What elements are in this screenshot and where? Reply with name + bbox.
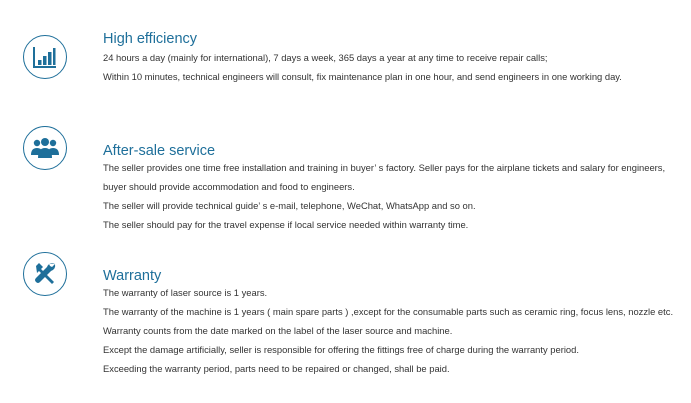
- body-line: The warranty of laser source is 1 years.: [103, 287, 268, 298]
- wrench-screwdriver-icon: [23, 252, 67, 296]
- body-line: The seller provides one time free installation and training in buyer’ s factory. Seller pays for the airplane tickets and salary for engineers, buyer should provide accommodation and food to engineers.: [103, 162, 666, 192]
- section-heading: Warranty: [103, 268, 162, 284]
- body-line: The seller should pay for the travel expense if local service needed within warranty time.: [103, 219, 469, 230]
- body-line: Except the damage artificially, seller is responsible for offering the fittings free of charge during the warranty period.: [103, 344, 579, 355]
- body-line: 24 hours a day (mainly for international), 7 days a week, 365 days a year at any time to receive repair calls;: [103, 52, 548, 63]
- body-line: Within 10 minutes, technical engineers will consult, fix maintenance plan in one hour, and send engineers in one working day.: [103, 71, 622, 82]
- body-line: The seller will provide technical guide’ s e-mail, telephone, WeChat, WhatsApp and so on.: [103, 200, 476, 211]
- section-heading: After-sale service: [103, 143, 216, 159]
- body-line: Exceeding the warranty period, parts need to be repaired or changed, shall be paid.: [103, 363, 450, 374]
- section-body: [103, 283, 683, 378]
- section-heading: High efficiency: [103, 31, 198, 47]
- body-line: The warranty of the machine is 1 years ( main spare parts ) ,except for the consumable parts such as ceramic ring, focus lens, nozzle etc. Warranty counts from the date marked on the label of the laser source and machine.: [103, 306, 674, 336]
